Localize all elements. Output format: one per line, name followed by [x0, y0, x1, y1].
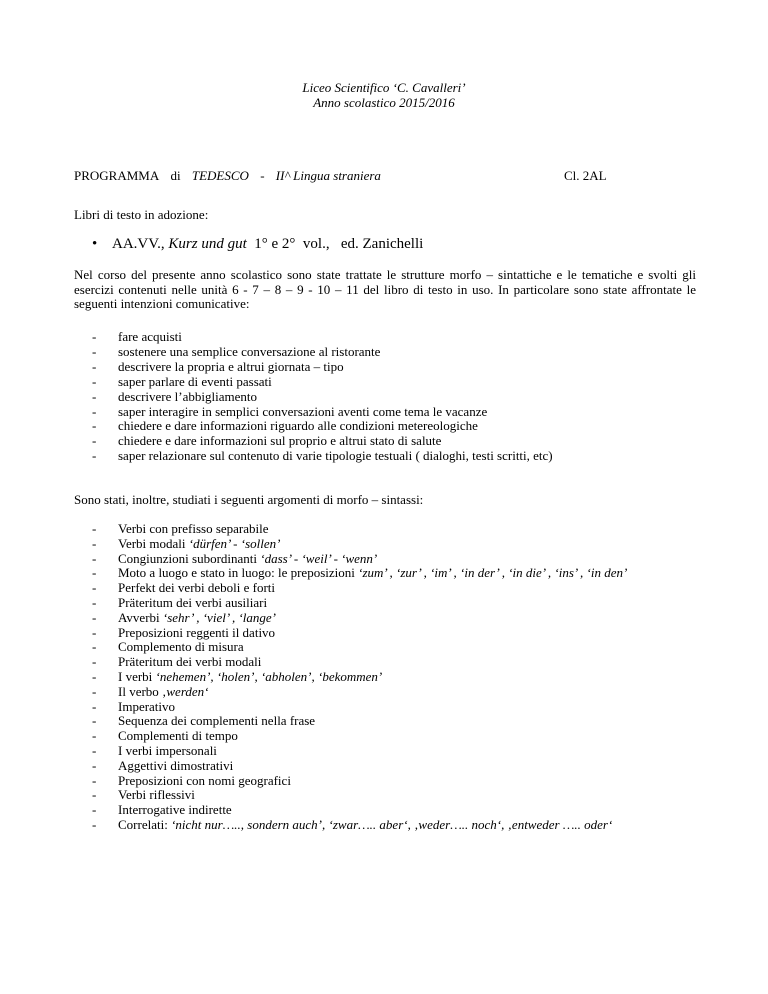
dash-icon: -: [92, 683, 97, 699]
program-line: [74, 168, 694, 184]
list-item: - descrivere l’abbigliamento: [92, 388, 257, 404]
list-item: - Complemento di misura: [92, 639, 244, 655]
dash-icon: -: [92, 550, 97, 566]
program-language: II^ Lingua straniera: [275, 168, 381, 183]
list-item: - Imperativo: [92, 698, 176, 714]
dash-icon: -: [92, 802, 97, 818]
dash-icon: -: [92, 521, 97, 536]
communicative-intentions-list: [92, 330, 702, 464]
list-item: - Präteritum dei verbi ausiliari: [92, 594, 268, 610]
textbooks-heading: Libri di testo in adozione:: [74, 207, 209, 222]
list-item: - chiedere e dare informazioni riguardo alle condizioni metereologiche: [92, 418, 478, 434]
list-item: - Congiunzioni subordinanti ‘dass’ - ‘weil’ - ‘wenn’: [92, 550, 378, 566]
list-item: - Avverbi ‘sehr’ , ‘viel’ , ‘lange’: [92, 609, 276, 625]
list-item: - fare acquisti: [92, 329, 182, 344]
dash-icon: -: [92, 580, 97, 596]
list-item: - Sequenza dei complementi nella frase: [92, 713, 316, 729]
list-item: - Preposizioni con nomi geografici: [92, 772, 291, 788]
program-class: Cl. 2AL: [564, 168, 607, 183]
dash-icon: -: [92, 713, 97, 729]
dash-icon: -: [92, 609, 97, 625]
dash-icon: -: [92, 343, 97, 359]
list-item: - Verbi con prefisso separabile: [92, 521, 269, 536]
list-item: - saper parlare di eventi passati: [92, 373, 272, 389]
list-item: - Preposizioni reggenti il dativo: [92, 624, 276, 640]
textbook-details: 1° e 2° vol., ed. Zanichelli: [246, 236, 424, 252]
list-item: - Perfekt dei verbi deboli e forti: [92, 580, 276, 596]
list-item: - Verbi riflessivi: [92, 787, 195, 803]
program-separator: -: [260, 168, 265, 183]
dash-icon: -: [92, 594, 97, 610]
dash-icon: -: [92, 433, 97, 449]
program-di: di: [170, 168, 181, 183]
list-item: - saper interagire in semplici conversazioni aventi come tema le vacanze: [92, 403, 488, 419]
document-header: [0, 80, 768, 110]
list-item: - Moto a luogo e stato in luogo: le preposizioni ‘zum’ , ‘zur’ , ‘im’ , ‘in der’ , ‘in die’ , ‘ins’ , ‘in den’: [92, 565, 628, 581]
school-year: Anno scolastico 2015/2016: [313, 95, 455, 110]
textbook-author: AA.VV.,: [112, 236, 169, 252]
dash-icon: -: [92, 565, 97, 581]
bullet-icon: •: [92, 236, 98, 252]
dash-icon: -: [92, 787, 97, 803]
intro-paragraph: Nel corso del presente anno scolastico sono state trattate le strutture morfo – sintattiche e le tematiche e svolti gli esercizi contenuti nelle unità 6 - 7 – 8 – 9 - 10 – 11 del libro di testo in uso. In particolare sono state affrontate le seguenti intenzioni comunicative:: [74, 267, 696, 311]
list-item: - saper relazionare sul contenuto di varie tipologie testuali ( dialoghi, testi scritti, etc): [92, 448, 553, 464]
dash-icon: -: [92, 535, 97, 551]
list-item: - descrivere la propria e altrui giornata – tipo: [92, 358, 344, 374]
dash-icon: -: [92, 757, 97, 773]
dash-icon: -: [92, 373, 97, 389]
list-item: - Präteritum dei verbi modali: [92, 654, 262, 670]
list-item: - Complementi di tempo: [92, 728, 238, 744]
dash-icon: -: [92, 388, 97, 404]
dash-icon: -: [92, 698, 97, 714]
dash-icon: -: [92, 639, 97, 655]
dash-icon: -: [92, 668, 97, 684]
list-item: - I verbi ‘nehemen’, ‘holen’, ‘abholen’, ‘bekommen’: [92, 668, 383, 684]
dash-icon: -: [92, 418, 97, 434]
list-item: - sostenere una semplice conversazione al ristorante: [92, 343, 381, 359]
dash-icon: -: [92, 772, 97, 788]
dash-icon: -: [92, 403, 97, 419]
dash-icon: -: [92, 358, 97, 374]
list-item: - chiedere e dare informazioni sul proprio e altrui stato di salute: [92, 433, 442, 449]
grammar-topics-heading: Sono stati, inoltre, studiati i seguenti argomenti di morfo – sintassi:: [74, 492, 424, 507]
list-item: - Il verbo ‚werden‘: [92, 683, 209, 699]
list-item: - Verbi modali ‘dürfen’ - ‘sollen’: [92, 535, 281, 551]
dash-icon: -: [92, 654, 97, 670]
program-label: PROGRAMMA: [74, 168, 160, 183]
dash-icon: -: [92, 816, 97, 832]
dash-icon: -: [92, 742, 97, 758]
dash-icon: -: [92, 448, 97, 464]
school-name: Liceo Scientifico ‘C. Cavalleri’: [302, 80, 466, 95]
dash-icon: -: [92, 329, 97, 344]
grammar-topics-list: [92, 522, 702, 833]
dash-icon: -: [92, 624, 97, 640]
list-item: - Correlati: ‘nicht nur….., sondern auch’, ‘zwar….. aber‘, ‚weder….. noch‘, ‚entweder ….. oder‘: [92, 816, 613, 832]
textbook-title: Kurz und gut: [168, 236, 247, 252]
program-subject: TEDESCO: [191, 168, 249, 183]
list-item: - Aggettivi dimostrativi: [92, 757, 234, 773]
list-item: - Interrogative indirette: [92, 802, 232, 818]
list-item: - I verbi impersonali: [92, 742, 217, 758]
dash-icon: -: [92, 728, 97, 744]
